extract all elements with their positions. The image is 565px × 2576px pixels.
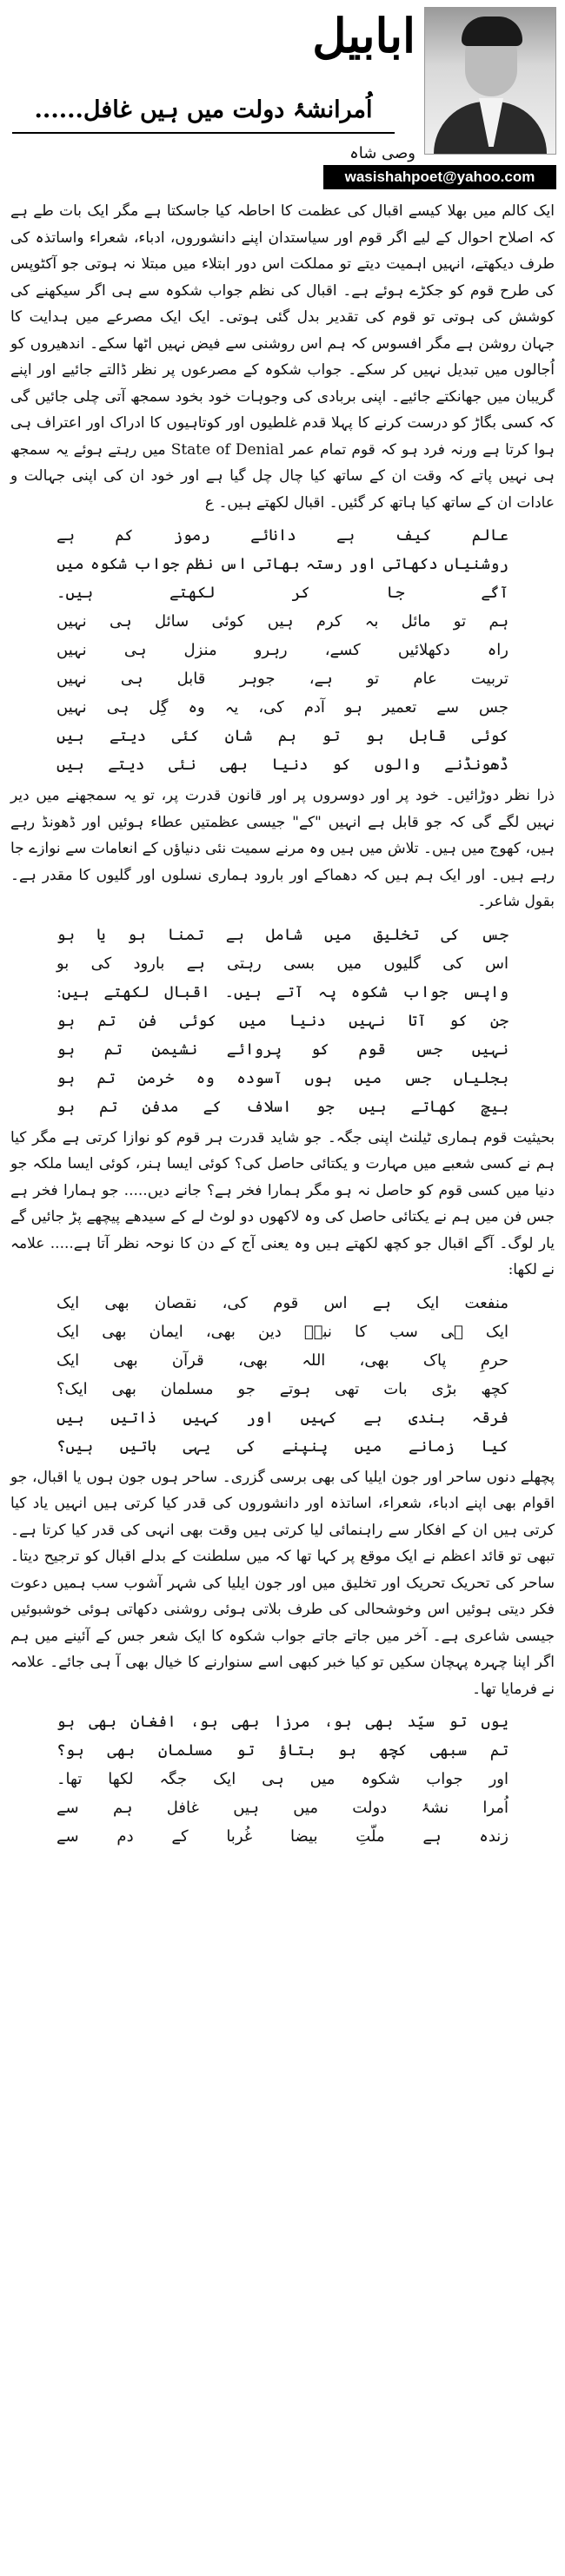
verse-line: روشنیاں دکھاتی اور رستہ بھاتی اس نظم جواب شکوہ میں آگے جا کر لکھتے ہیں۔ [56,555,508,602]
verse-line: جس کی تخلیق میں شامل ہے تمنا ہو یا ہو [56,925,508,944]
column-logo: ابابیل [312,8,415,63]
author-name: وصی شاہ [349,144,415,162]
verse-line: اُمرا نشۂ دولت میں ہیں غافل ہم سے [56,1799,508,1817]
paragraph-2: ذرا نظر دوڑائیں۔ خود پر اور دوسروں پر اور قانون قدرت پر، تو یہ سمجھنے میں دیر نہیں لگے گی کہ جو قابل ہے انہیں "کے" جیسی عظمتیں عطاء ہوئیں اور ڈھونڈ رہے ہیں، کھوج میں ہیں۔ تلاش میں ہیں وہ مرنے سمیت نئی دنیاؤں کے انعامات سے نوازے جا رہے ہیں۔ اور ایک ہم ہیں کہ دھماکے اور بارود ہماری نسلوں اور گلیوں کا مقدر ہے۔ بقول شاعر۔ [10,787,555,910]
verse-line: ہم تو مائل بہ کرم ہیں کوئی سائل ہی نہیں [56,612,508,631]
title-underline [12,132,395,134]
verse-line: کچھ بڑی بات تھی ہوتے جو مسلمان بھی ایک؟ [56,1379,508,1398]
verse-line: جن کو آتا نہیں دنیا میں کوئی فن تم ہو [56,1011,508,1030]
verse-line: نہیں جس قوم کو پروائے نشیمن تم ہو [56,1040,508,1059]
column-header [0,0,565,217]
verse-block-4 [56,1707,508,1851]
verse-line: اس کی گلیوں میں بسی رہتی ہے بارود کی بو [56,954,508,973]
verse-block-3 [56,1289,508,1461]
verse-line: تربیت عام تو ہے، جوہر قابل ہی نہیں [56,670,508,688]
paragraph-4: پچھلے دنوں ساحر اور جون ایلیا کی بھی برسی گزری۔ ساحر ہوں جون ہوں یا اقبال، جو اقوام بھی اپنے ادباء، شعراء، اساتذہ اور دانشوروں کی قدر کیا کرتی ہیں انہیں یاد کیا کرتی ہیں ان کے افکار سے راہنمائی لیا کرتی ہیں وقت بھی انہی کی قدر کیا کرتا ہے۔ تبھی تو قائد اعظم نے ایک موقع پر کہا تھا کہ میں سلطنت کے بدلے اقبال کو ترجیح دیتا۔ ساحر کی تحریک تحریک اور تخلیق میں اور جون ایلیا کی شہر آشوب سب ہمیں دعوت فکر دیتی ہوئیں اس وخوشحالی کی طرف بلاتی ہوئی روشنی دکھاتی ہوئی خوشبوئیں جیسی شاعری ہے۔ آخر میں جاتے جاتے جواب شکوہ کا ایک شعر جس کے آئینے میں ہم اگر اپنا چہرہ پہچان سکیں تو کیا خبر کبھی اسے سنوارنے کا خیال بھی آ ہی جائے۔ علامہ نے فرمایا تھا۔ [10,1468,555,1698]
verse-line: کیا زمانے میں پنپنے کی یہی باتیں ہیں؟ [56,1437,508,1456]
verse-line: فرقہ بندی ہے کہیں اور کہیں ذاتیں ہیں [56,1408,508,1427]
paragraph-1: ایک کالم میں بھلا کیسے اقبال کی عظمت کا احاطہ کیا جاسکتا ہے مگر ایک بات طے ہے کہ اصلاح احوال کے لیے اگر قوم اور سیاستدان اپنے دانشوروں، ادباء، شعراء واساتذہ کی طرف دیکھتے، انہیں اہمیت دیتے تو مملکت اس دور ابتلاء میں مبتلا نہ ہوتی جو آکٹوپس کی طرح قوم کو جکڑے ہوئے ہے۔ اقبال کی نظم جواب شکوہ سے ہی اگر سیکھنے کی کوشش کی ہوتی تو قوم کی تقدیر بدل گئی ہوتی۔ ایک ایک مصرعے میں ہدایت کا جہان روشن ہے مگر افسوس کہ ہم اس روشنی سے فیض نہیں اٹھا سکے۔ اندھیروں کو اُجالوں میں تبدیل نہیں کر سکے۔ جواب شکوہ کے مصرعوں پر نظر ڈالتے جائیے اور اپنے گریبان میں جھانکتے جائیے۔ اپنی بربادی کی وجوہات خود بخود سمجھ آتی چلی جائیں گی کہ کسی بگاڑ کو درست کرنے کا پہلا قدم غلطیوں اور کوتاہیوں کا ادراک اور اعتراف ہی ہوا کرتا ہے ورنہ فرد ہو کہ قوم تمام عمر State of Denial میں رہتے ہوئے یہ سمجھ ہی نہیں پاتے کہ وقت ان کے ساتھ کیا چال چل گیا ہے اور خود ان کی اپنی جہالت و عادات ان کے ساتھ کیا ہاتھ کر گئیں۔ اقبال لکھتے ہیں۔ ع [10,202,555,512]
article-body [10,198,555,1854]
author-email: wasishahpoet@yahoo.com [323,165,556,189]
verse-line: زندہ ہے ملّتِ بیضا غُربا کے دم سے [56,1827,508,1846]
verse-block-1 [56,521,508,779]
author-photo [424,7,556,155]
verse-line: یوں تو سیّد بھی ہو، مرزا بھی ہو، افغان بھی ہو [56,1713,508,1731]
verse-line: بیچ کھاتے ہیں جو اسلاف کے مدفن تم ہو [56,1097,508,1116]
verse-block-2 [56,921,508,1121]
verse-line: راہ دکھلائیں کسے، رہرو منزل ہی نہیں [56,641,508,659]
verse-line: منفعت ایک ہے اس قوم کی، نقصان بھی ایک [56,1293,508,1312]
verse-line: عالم کیف ہے دانائے رموز کم ہے [56,526,508,545]
verse-line: اور جواب شکوہ میں ہی ایک جگہ لکھا تھا۔ [56,1770,508,1788]
verse-line: بجلیاں جس میں ہوں آسودہ وہ خرمن تم ہو [56,1068,508,1087]
verse-line: حرمِ پاک بھی، اللہ بھی، قرآن بھی ایک [56,1351,508,1370]
verse-line: ایک ہی سب کا نبیؐ دین بھی، ایمان بھی ایک [56,1322,508,1341]
paragraph-3: بحیثیت قوم ہماری ٹیلنٹ اپنی جگہ۔ جو شاید قدرت ہر قوم کو نوازا کرتی ہے مگر کیا ہم نے کسی شعبے میں مہارت و یکتائی حاصل کی؟ کوئی ایسا ہنر، کوئی ایسا ملکہ جو دنیا میں کسی قوم کو حاصل نہ ہو مگر ہمارا فخر ہے؟ جانے دیں..... جو ہمارا فخر ہے جس فن میں ہم نے یکتائی حاصل کی وہ لاکھوں دو لوٹ لے کے سیدھے پیچھے پڑ جائیں گے یار لوگ۔ آگے اقبال جو کچھ لکھتے ہیں وہ یعنی آج کے دن کا نوحہ نظر آتا ہے..... علامہ نے لکھا: [10,1128,555,1278]
verse-line: جس سے تعمیر ہو آدم کی، یہ وہ گِل ہی نہیں [56,698,508,717]
verse-line: تم سبھی کچھ ہو بتاؤ تو مسلمان بھی ہو؟ [56,1741,508,1760]
verse-line: کوئی قابل ہو تو ہم شان کئی دیتے ہیں [56,727,508,745]
verse-line: واپس جواب شکوہ پہ آتے ہیں۔ اقبال لکھتے ہیں: [56,982,508,1001]
column-title: اُمرانشۂ دولت میں ہیں غافل...... [34,96,373,123]
verse-line: ڈھونڈنے والوں کو دنیا بھی نئی دیتے ہیں [56,756,508,774]
